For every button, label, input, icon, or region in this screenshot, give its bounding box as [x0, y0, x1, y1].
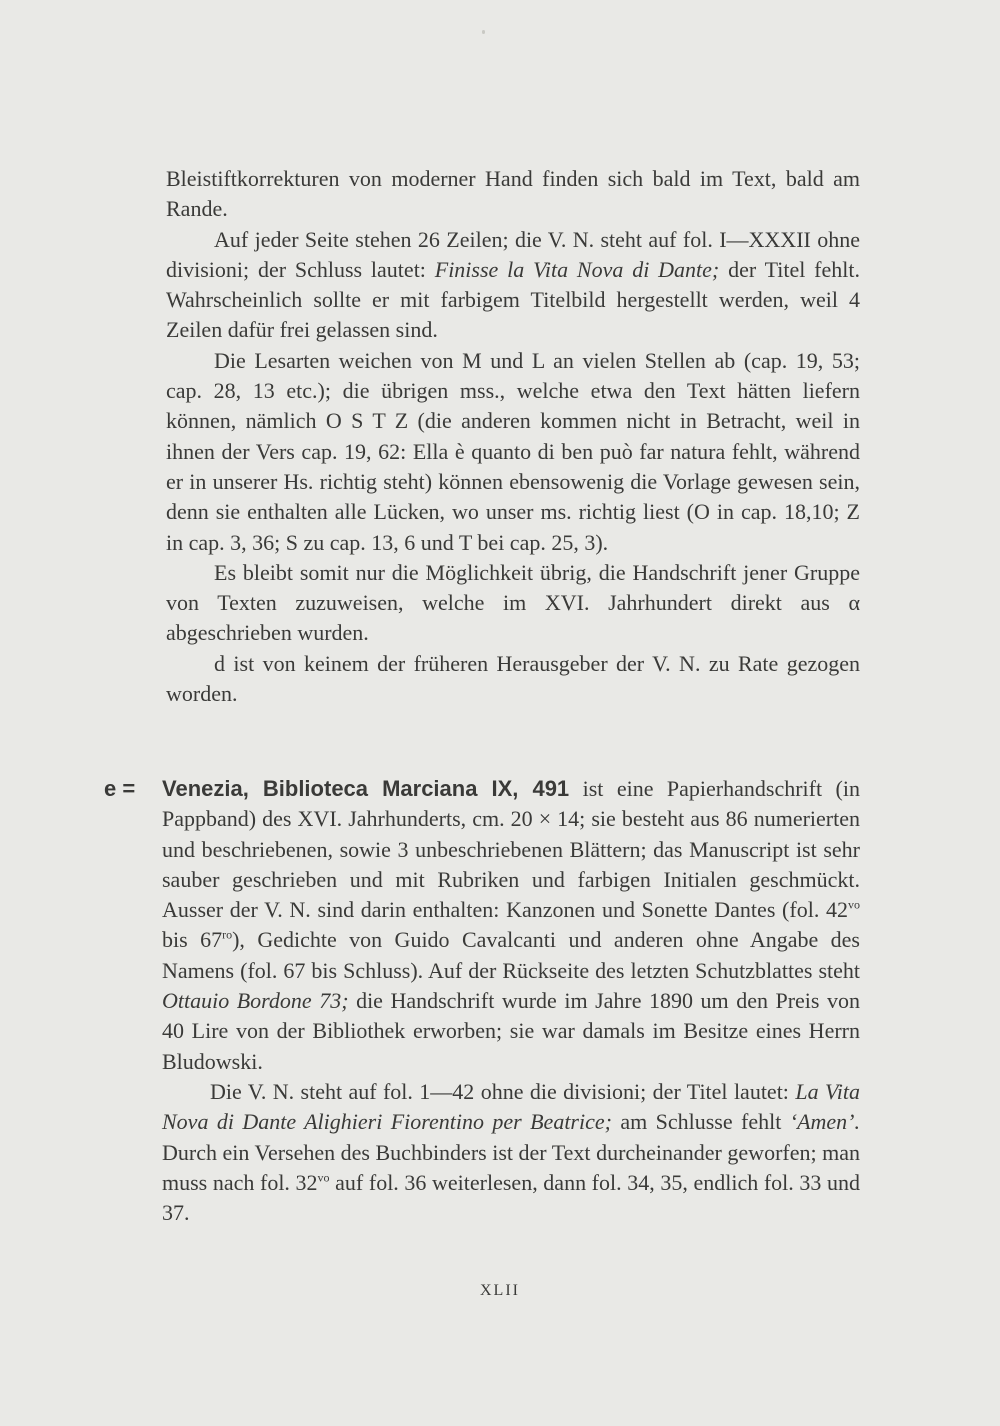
- paragraph-text: Es bleibt somit nur die Möglichkeit übrig, die Handschrift jener Gruppe von Texten zuzuweisen, welche im XVI. Jahrhundert direkt aus α abgeschrieben wurden.: [166, 559, 860, 646]
- italic-quote: ‘Amen’.: [789, 1109, 860, 1135]
- paragraph-text: bis 67: [162, 927, 223, 953]
- paragraph-corrections: [166, 164, 860, 225]
- superscript: vo: [317, 1170, 330, 1185]
- manuscript-heading: Venezia, Biblioteca Marciana IX, 491: [162, 776, 570, 801]
- paragraph-lines-per-page: [166, 225, 860, 346]
- paragraph-description: [162, 774, 860, 1077]
- manuscript-sigla: e =: [104, 776, 136, 801]
- paragraph-text: auf fol. 36 weiterlesen, dann fol. 34, 35, endlich fol. 33 und 37.: [162, 1169, 860, 1226]
- paragraph-text: Die Lesarten weichen von M und L an vielen Stellen ab (cap. 19, 53; cap. 28, 13 etc.); die übrigen mss., welche etwa den Text hätten liefern können, nämlich O S T Z (die anderen kommen nicht in Betracht, weil in ihnen der Vers cap. 19, 62: Ella è quanto di ben può far natura fehlt, während er in unserer Hs. richtig steht) können ebensowenig die Vorlage gewesen sein, denn sie enthalten alle Lücken, wo unser ms. richtig liest (O in cap. 18,10; Z in cap. 3, 36; S zu cap. 13, 6 und T bei cap. 25, 3).: [166, 347, 860, 555]
- paragraph-text: ist eine Papierhandschrift (in Pappband) des XVI. Jahrhunderts, cm. 20 × 14; sie besteht aus 86 numerierten und beschriebenen, sowie 3 unbeschriebenen Blättern; das Manuscript ist sehr sauber geschrieben und mit Rubriken und farbigen Initialen geschmückt. Ausser der V. N. sind darin enthalten: Kanzonen und Sonette Dantes (fol. 42: [162, 776, 860, 923]
- paragraph-text: Durch ein Versehen des Buchbinders ist der Text durcheinander geworfen; man muss nach fol. 32: [162, 1139, 860, 1195]
- superscript: vo: [848, 897, 860, 912]
- italic-quote: Finisse la Vita Nova di Dante;: [434, 256, 720, 282]
- paragraph-text: der Titel fehlt. Wahrscheinlich sollte er mit farbigem Titelbild hergestellt werden, weil 4 Zeilen dafür frei gelassen sind.: [166, 256, 860, 343]
- paper-speck: [482, 30, 485, 34]
- upper-text-block: [166, 164, 860, 709]
- paragraph-text: Auf jeder Seite stehen 26 Zeilen; die V. N. steht auf fol. I—XXXII ohne divisioni; der Schluss lautet:: [166, 226, 860, 282]
- superscript: ro: [222, 928, 233, 943]
- paragraph-text: Bleistiftkorrekturen von moderner Hand finden sich bald im Text, bald am Rande.: [166, 166, 860, 222]
- paragraph-text: ), Gedichte von Guido Cavalcanti und anderen ohne Angabe des Namens (fol. 67 bis Schluss). Auf der Rückseite des letzten Schutzblattes steht: [162, 927, 860, 983]
- page-number: XLII: [480, 1282, 520, 1299]
- paragraph-conclusion: [166, 558, 860, 649]
- paragraph-title: [162, 1077, 860, 1228]
- paragraph-text: Die V. N. steht auf fol. 1—42 ohne die divisioni; der Titel lautet:: [210, 1078, 796, 1104]
- paragraph-editors: [166, 649, 860, 710]
- paragraph-text: d ist von keinem der früheren Herausgeber der V. N. zu Rate gezogen worden.: [166, 650, 860, 707]
- italic-quote: Ottauio Bordone 73;: [162, 988, 349, 1014]
- paragraph-readings: [166, 346, 860, 558]
- paragraph-text: die Handschrift wurde im Jahre 1890 um den Preis von 40 Lire von der Bibliothek erworben; sie war damals im Besitze eines Herrn Bludowski.: [162, 988, 860, 1074]
- italic-quote: La Vita Nova di Dante Alighieri Fiorentino per Beatrice;: [162, 1078, 860, 1135]
- manuscript-entry: [162, 774, 860, 1228]
- paragraph-text: am Schlusse fehlt: [611, 1109, 790, 1135]
